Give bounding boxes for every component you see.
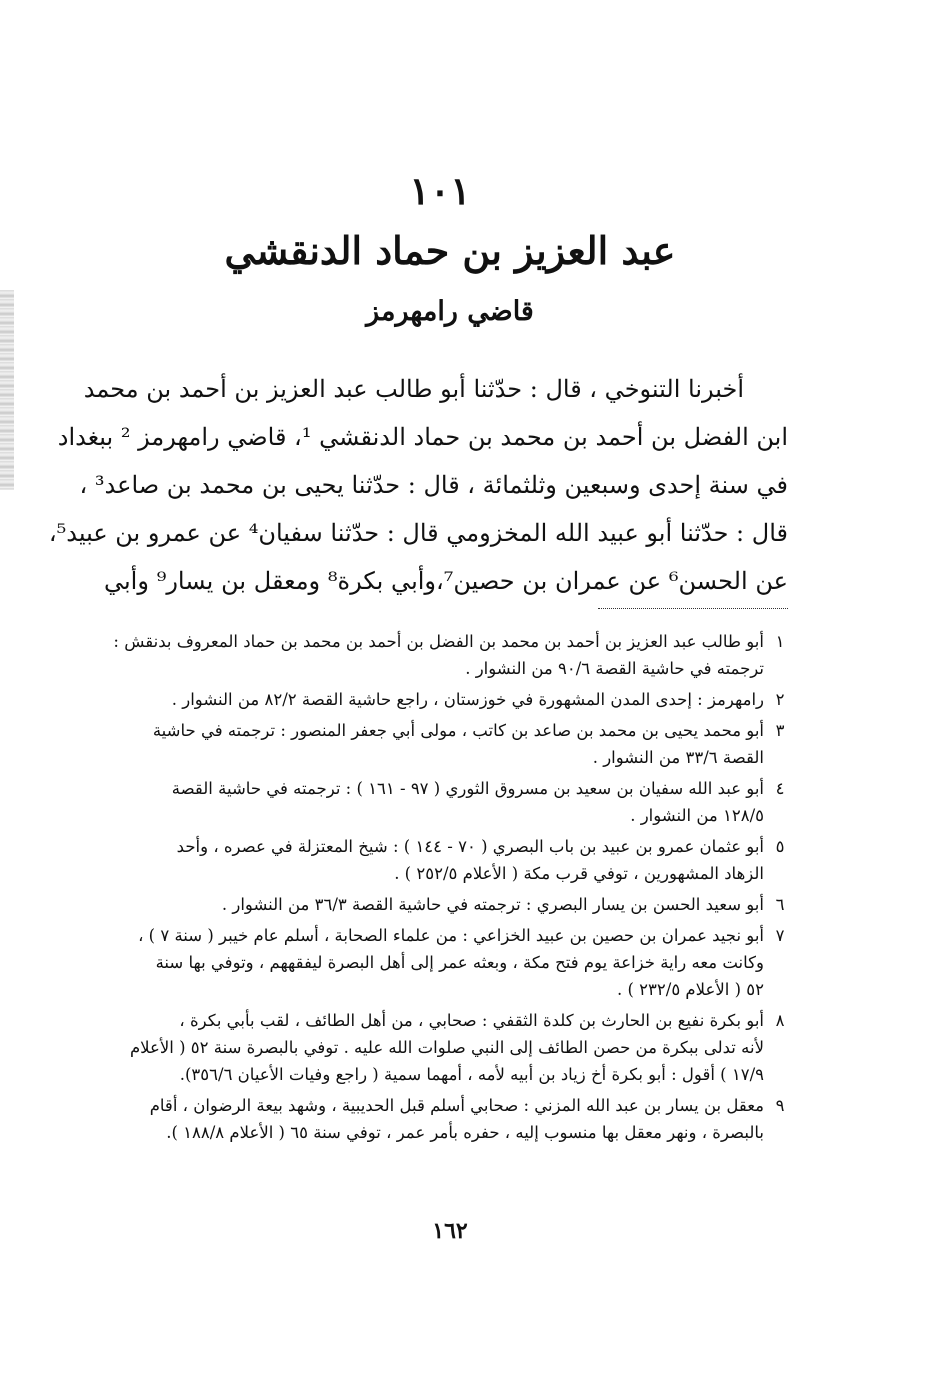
footnote-line: لأنه تدلى ببكرة من حصن الطائف إلى النبي صلوات الله عليه . توفي بالبصرة سنة ٥٢ ( الأعلام bbox=[129, 1038, 764, 1057]
footnote-line: ١٧/٩ ) أقول : أبو بكرة أخ زياد بن أبيه لأمه ، أمهما سمية ( راجع وفيات الأعيان ٣٥٦/٦). bbox=[179, 1065, 764, 1084]
footnote-divider bbox=[598, 608, 788, 609]
body-line: عن الحسن⁶ عن عمران بن حصين⁷،وأبي بكرة⁸ ومعقل بن يسار⁹ وأبي bbox=[104, 567, 788, 595]
story-title: عبد العزيز بن حماد الدنقشي bbox=[224, 228, 676, 273]
footnote-number: ٢ bbox=[775, 690, 785, 709]
footnote-line: ١٢٨/٥ من النشوار . bbox=[630, 806, 764, 825]
story-number: ١٠١ bbox=[409, 168, 471, 213]
footnote bbox=[104, 833, 790, 887]
footnote-line: أبو محمد يحيى بن محمد بن صاعد بن كاتب ، مولى أبي جعفر المنصور : ترجمته في حاشية bbox=[152, 721, 764, 740]
footnote-line: القصة ٣٣/٦ من النشوار . bbox=[592, 748, 764, 767]
footnote-line: ٥٢ ( الأعلام ٢٣٢/٥ ) . bbox=[617, 980, 764, 999]
footnote-line: أبو عثمان عمرو بن عبيد بن باب البصري ( ٧٠ - ١٤٤ ) : شيخ المعتزلة في عصره ، وأحد bbox=[176, 837, 764, 856]
footnote-line: رامهرمز : إحدى المدن المشهورة في خوزستان ، راجع حاشية القصة ٨٢/٢ من النشوار . bbox=[171, 690, 764, 709]
body-line: ابن الفضل بن أحمد بن محمد بن حماد الدنقشي ¹، قاضي رامهرمز ² ببغداد bbox=[57, 423, 788, 451]
footnote-line: ترجمته في حاشية القصة ٩٠/٦ من النشوار . bbox=[465, 659, 764, 678]
footnote bbox=[104, 1007, 790, 1088]
footnote bbox=[104, 686, 790, 713]
footnote-number: ٩ bbox=[775, 1096, 785, 1115]
footnote-line: وكانت معه راية خزاعة يوم فتح مكة ، وبعثه عمر إلى أهل البصرة ليفقههم ، وتوفي بها سنة bbox=[155, 953, 764, 972]
footnote-line: معقل بن يسار بن عبد الله المزني : صحابي أسلم قبل الحديبية ، وشهد بيعة الرضوان ، أقام bbox=[149, 1096, 764, 1115]
story-subtitle: قاضي رامهرمز bbox=[366, 296, 534, 327]
footnote-number: ٤ bbox=[775, 779, 785, 798]
footnote bbox=[104, 628, 790, 682]
footnote bbox=[104, 775, 790, 829]
footnote-line: أبو عبد الله سفيان بن سعيد بن مسروق الثوري ( ٩٧ - ١٦١ ) : ترجمته في حاشية القصة bbox=[171, 779, 764, 798]
body-line: قال : حدّثنا أبو عبيد الله المخزومي قال : حدّثنا سفيان⁴ عن عمرو بن عبيد⁵، bbox=[48, 519, 788, 547]
body-line: في سنة إحدى وسبعين وثلثمائة ، قال : حدّثنا يحيى بن محمد بن صاعد³ ، bbox=[79, 471, 788, 499]
footnote-number: ٨ bbox=[775, 1011, 785, 1030]
page-number: ١٦٢ bbox=[432, 1218, 468, 1244]
footnote-number: ١ bbox=[775, 632, 785, 651]
footnote-line: أبو بكرة نفيع بن الحارث بن كلدة الثقفي : صحابي ، من أهل الطائف ، لقب بأبي بكرة ، bbox=[179, 1011, 764, 1030]
footnote-number: ٥ bbox=[775, 837, 785, 856]
footnote-line: أبو سعيد الحسن بن يسار البصري : ترجمته في حاشية القصة ٣٦/٣ من النشوار . bbox=[221, 895, 764, 914]
footnote-line: أبو طالب عبد العزيز بن أحمد بن محمد بن الفضل بن أحمد بن محمد بن حماد المعروف بدنقش : bbox=[113, 632, 764, 651]
footnote bbox=[104, 891, 790, 918]
footnote bbox=[104, 1092, 790, 1146]
footnote-line: الزهاد المشهورين ، توفي قرب مكة ( الأعلام ٢٥٢/٥ ) . bbox=[394, 864, 764, 883]
footnote-number: ٦ bbox=[775, 895, 785, 914]
body-line: أخبرنا التنوخي ، قال : حدّثنا أبو طالب عبد العزيز بن أحمد بن محمد bbox=[83, 375, 744, 403]
footnote bbox=[104, 717, 790, 771]
body-text bbox=[48, 365, 788, 605]
footnote-line: أبو نجيد عمران بن حصين بن عبيد الخزاعي : من علماء الصحابة ، أسلم عام خيبر ( سنة ٧ ) ، bbox=[138, 926, 764, 945]
footnote-number: ٣ bbox=[775, 721, 785, 740]
footnote bbox=[104, 922, 790, 1003]
footnote-line: بالبصرة ، ونهر معقل بها منسوب إليه ، حفره بأمر عمر ، توفي سنة ٦٥ ( الأعلام ١٨٨/٨ ). bbox=[166, 1123, 764, 1142]
footnote-number: ٧ bbox=[775, 926, 785, 945]
footnotes bbox=[104, 628, 790, 1150]
